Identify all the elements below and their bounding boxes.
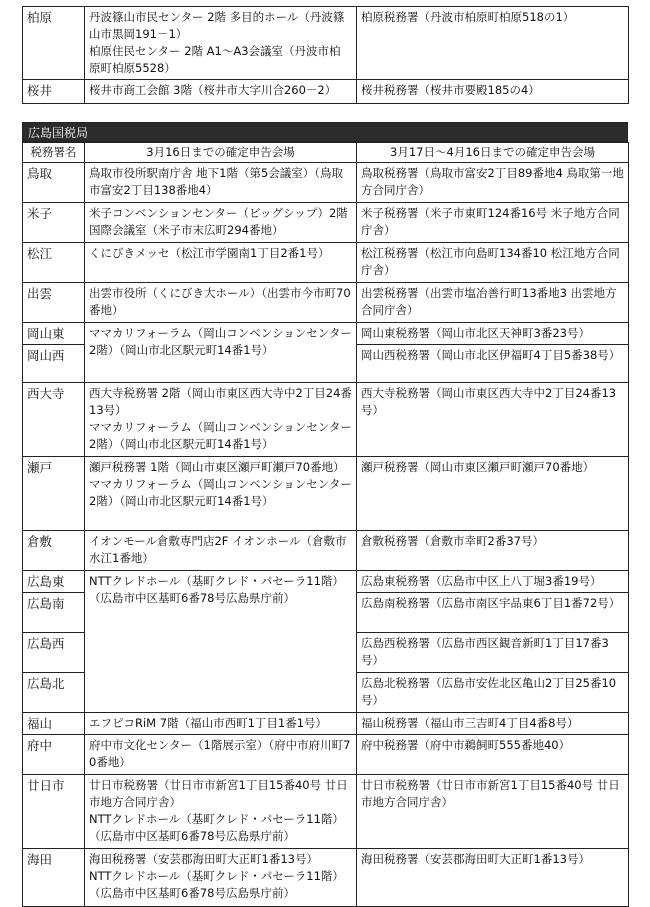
- venue-mar17-apr16: 府中税務署（府中市鵜飼町555番地40）: [357, 735, 629, 775]
- venue-mar17-apr16: 広島東税務署（広島市中区上八丁堀3番19号）: [357, 571, 629, 593]
- venue-line: ママカリフォーラム（岡山コンベンションセンター 2階）（岡山市北区駅元町14番1号）: [89, 477, 352, 508]
- venue-line: 丹波篠山市民センター 2階 多目的ホール（丹波篠山市黒岡191－1）: [89, 10, 345, 41]
- office-name: 鳥取: [23, 163, 85, 203]
- venue-mar17-apr16: 西大寺税務署（岡山市東区西大寺中2丁目24番13号）: [357, 383, 629, 457]
- venue-line: 西大寺税務署 2階（岡山市東区西大寺中2丁目24番13号）: [89, 386, 352, 417]
- venue-until-mar16: 出雲市役所（くにびき大ホール）（出雲市今市町70番地）: [85, 283, 357, 323]
- table-header-row: [23, 143, 629, 163]
- table-row: [23, 849, 629, 907]
- venue-until-mar16: [85, 457, 357, 531]
- office-name: 廿日市: [23, 775, 85, 849]
- venue-mar17-apr16: 出雲税務署（出雲市塩冶善行町13番地3 出雲地方合同庁舎）: [357, 283, 629, 323]
- venue-until-mar16: くにびきメッセ（松江市学園南1丁目2番1号）: [85, 243, 357, 283]
- venue-mar17-apr16: 鳥取税務署（鳥取市富安2丁目89番地4 鳥取第一地方合同庁舎）: [357, 163, 629, 203]
- venue-mar17-apr16: 岡山東税務署（岡山市北区天神町3番23号）: [357, 323, 629, 345]
- venue-mar17-apr16: 岡山西税務署（岡山市北区伊福町4丁目5番38号）: [357, 345, 629, 383]
- venue-until-mar16: 府中市文化センター（1階展示室）（府中市府川町70番地）: [85, 735, 357, 775]
- hiroshima-region-table: [22, 142, 629, 907]
- office-name: 柏原: [23, 7, 85, 80]
- venue-until-mar16: [85, 7, 357, 80]
- venue-mar17-apr16: 海田税務署（安芸郡海田町大正町1番13号）: [357, 849, 629, 907]
- office-name: 岡山西: [23, 345, 85, 383]
- venue-line: 廿日市税務署（廿日市市新宮1丁目15番40号 廿日市地方合同庁舎）: [89, 778, 348, 809]
- table-row: [23, 571, 629, 593]
- venue-mar17-apr16: 広島南税務署（広島市南区宇品東6丁目1番72号）: [357, 593, 629, 633]
- venue-until-mar16: [85, 80, 357, 104]
- venue-line: 柏原住民センター 2階 A1～A3会議室（丹波市柏原町柏原5528）: [89, 44, 341, 75]
- venue-line: 桜井市商工会館 3階（桜井市大字川合260－2）: [89, 83, 337, 97]
- region-title: 広島国税局: [22, 122, 628, 142]
- header-until-mar16: 3月16日までの確定申告会場: [85, 143, 357, 163]
- table-row: [23, 243, 629, 283]
- venue-mar17-apr16: 米子税務署（米子市東町124番16号 米子地方合同庁舎）: [357, 203, 629, 243]
- venue-mar17-apr16: 広島北税務署（広島市安佐北区亀山2丁目25番10号）: [357, 673, 629, 713]
- venue-until-mar16: ママカリフォーラム（岡山コンベンションセンター 2階）（岡山市北区駅元町14番1号）: [85, 323, 357, 383]
- table-row: [23, 163, 629, 203]
- office-name: 広島西: [23, 633, 85, 673]
- venue-until-mar16: NTTクレドホール（基町クレド・パセーラ11階）（広島市中区基町6番78号広島県庁前）: [85, 571, 357, 713]
- venue-line: 柏原税務署（丹波市柏原町柏原518の1）: [361, 10, 575, 24]
- office-name: 西大寺: [23, 383, 85, 457]
- venue-line: NTTクレドホール（基町クレド・パセーラ11階）（広島市中区基町6番78号広島県庁前）: [89, 812, 344, 843]
- office-name: 広島東: [23, 571, 85, 593]
- venue-line: 桜井税務署（桜井市要殿185の4）: [361, 83, 540, 97]
- venue-until-mar16: エフピコRiM 7階（福山市西町1丁目1番1号）: [85, 713, 357, 735]
- office-name: 岡山東: [23, 323, 85, 345]
- previous-region-table: [22, 6, 629, 104]
- venue-until-mar16: [85, 775, 357, 849]
- office-name: 松江: [23, 243, 85, 283]
- venue-mar17-apr16: 広島西税務署（広島市西区観音新町1丁目17番3号）: [357, 633, 629, 673]
- table-row: [23, 735, 629, 775]
- table-row: [23, 80, 629, 104]
- venue-until-mar16: [85, 383, 357, 457]
- table-row: [23, 713, 629, 735]
- office-name: 広島南: [23, 593, 85, 633]
- table-row: [23, 775, 629, 849]
- venue-line: ママカリフォーラム（岡山コンベンションセンター 2階）（岡山市北区駅元町14番1号）: [89, 420, 352, 451]
- venue-mar17-apr16: 倉敷税務署（倉敷市幸町2番37号）: [357, 531, 629, 571]
- venue-line: NTTクレドホール（基町クレド・パセーラ11階）（広島市中区基町6番78号広島県庁前）: [89, 869, 344, 900]
- venue-mar17-apr16: 福山税務署（福山市三吉町4丁目4番8号）: [357, 713, 629, 735]
- office-name: 倉敷: [23, 531, 85, 571]
- office-name: 瀬戸: [23, 457, 85, 531]
- venue-mar17-apr16: 廿日市税務署（廿日市市新宮1丁目15番40号 廿日市地方合同庁舎）: [357, 775, 629, 849]
- office-name: 海田: [23, 849, 85, 907]
- venue-mar17-apr16: [357, 7, 629, 80]
- table-row: [23, 7, 629, 80]
- header-office-name: 税務署名: [23, 143, 85, 163]
- office-name: 府中: [23, 735, 85, 775]
- table-row: [23, 283, 629, 323]
- venue-line: 海田税務署（安芸郡海田町大正町1番13号）: [89, 852, 318, 866]
- office-name: 福山: [23, 713, 85, 735]
- office-name: 桜井: [23, 80, 85, 104]
- venue-line: 瀬戸税務署 1階（岡山市東区瀬戸町瀬戸70番地）: [89, 460, 345, 474]
- venue-until-mar16: 鳥取市役所駅南庁舎 地下1階（第5会議室）（鳥取市富安2丁目138番地4）: [85, 163, 357, 203]
- table-row: [23, 457, 629, 531]
- venue-mar17-apr16: [357, 80, 629, 104]
- venue-mar17-apr16: 瀬戸税務署（岡山市東区瀬戸町瀬戸70番地）: [357, 457, 629, 531]
- header-mar17-apr16: 3月17日～4月16日までの確定申告会場: [357, 143, 629, 163]
- office-name: 米子: [23, 203, 85, 243]
- venue-until-mar16: イオンモール倉敷専門店2F イオンホール（倉敷市水江1番地）: [85, 531, 357, 571]
- table-row: [23, 323, 629, 345]
- office-name: 広島北: [23, 673, 85, 713]
- venue-mar17-apr16: 松江税務署（松江市向島町134番10 松江地方合同庁舎）: [357, 243, 629, 283]
- venue-until-mar16: [85, 849, 357, 907]
- table-row: [23, 531, 629, 571]
- table-row: [23, 383, 629, 457]
- table-row: [23, 203, 629, 243]
- office-name: 出雲: [23, 283, 85, 323]
- venue-until-mar16: 米子コンベンションセンター（ビッグシップ）2階国際会議室（米子市末広町294番地）: [85, 203, 357, 243]
